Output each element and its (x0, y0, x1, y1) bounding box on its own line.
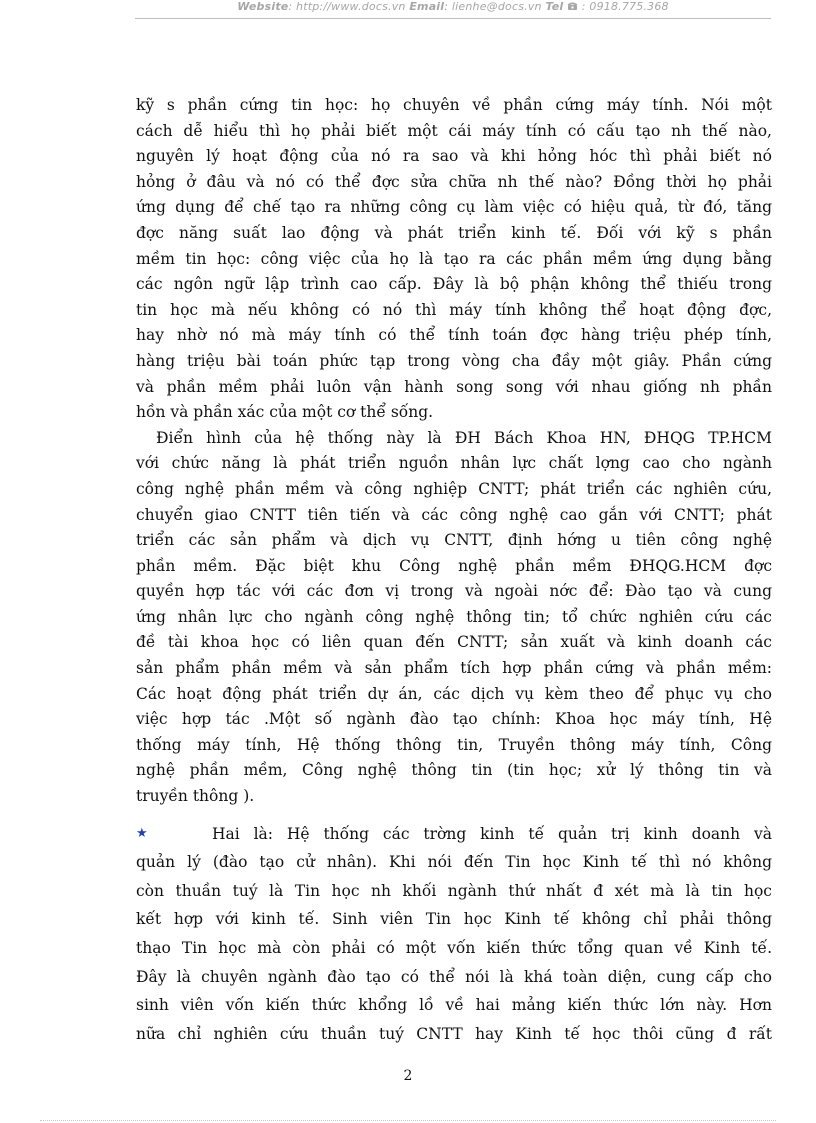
text-line: truyền thông ). (136, 787, 255, 806)
text-line: việc hợp tác .Một số ngành đào tạo chính: Khoa học máy tính, Hệ (136, 710, 772, 729)
star-icon: ★ (136, 825, 148, 841)
text-line: đợc năng suất lao động và phát triển kinh tế. Đối với kỹ s phần (136, 223, 772, 242)
text-line: các ngôn ngữ lập trình cao cấp. Đây là bộ phận không thể thiếu trong (136, 275, 772, 294)
text-line: kỹ s phần cứng tin học: họ chuyên về phần cứng máy tính. Nói một (136, 96, 772, 114)
text-line: sinh viên vốn kiến thức khổng lồ về hai mảng kiến thức lớn này. Hơn (136, 996, 772, 1015)
paragraph-1 (136, 93, 772, 426)
text-line: triển các sản phẩm và dịch vụ CNTT, định hớng u tiên công nghệ (136, 531, 772, 550)
text-line: còn thuần tuý là Tin học nh khối ngành thứ nhất đ xét mà là tin học (136, 881, 772, 900)
text-line: sản phẩm phần mềm và sản phẩm tích hợp phần cứng và phần mềm: (136, 659, 772, 678)
text-line: nữa chỉ nghiên cứu thuần tuý CNTT hay Kinh tế học thôi cũng đ rất (136, 1024, 772, 1043)
text-line: quản lý (đào tạo cử nhân). Khi nói đến Tin học Kinh tế thì nó không (136, 853, 772, 872)
text-line: hỏng ở đâu và nó có thể đợc sửa chữa nh thế nào? Đồng thời họ phải (136, 172, 772, 191)
text-line: hàng triệu bài toán phức tạp trong vòng cha đầy một giây. Phần cứng (136, 351, 772, 370)
text-line: đề tài khoa học có liên quan đến CNTT; sản xuất và kinh doanh các (136, 633, 772, 652)
text-line: Điển hình của hệ thống này là ĐH Bách Khoa HN, ĐHQG TP.HCM (156, 428, 772, 447)
text-line: ứng dụng để chế tạo ra những công cụ làm việc có hiệu quả, từ đó, tăng (136, 198, 772, 217)
section-two-lines (136, 848, 772, 1048)
text-line: kết hợp với kinh tế. Sinh viên Tin học Kinh tế không chỉ phải thông (136, 910, 772, 929)
text-line: ứng nhân lực cho ngành công nghệ thông tin; tổ chức nghiên cứu các (136, 607, 772, 626)
text-line: hay nhờ nó mà máy tính có thể tính toán đợc hàng triệu phép tính, (136, 326, 772, 345)
email-value: : lienhe@docs.vn (444, 0, 542, 13)
text-line: phần mềm. Đặc biệt khu Công nghệ phần mềm ĐHQG.HCM đợc (136, 556, 772, 575)
text-line: công nghệ phần mềm và công nghiệp CNTT; phát triển các nghiên cứu, (136, 479, 772, 498)
page-header (135, 0, 771, 18)
tel-value: : 0918.775.368 (581, 0, 669, 13)
text-line: Đây là chuyên ngành đào tạo có thể nói là khá toàn diện, cung cấp cho (136, 967, 772, 986)
text-line: Các hoạt động phát triển dự án, các dịch vụ kèm theo để phục vụ cho (136, 684, 772, 703)
phone-icon (567, 0, 582, 13)
paragraph-2 (136, 426, 772, 810)
footer-divider (40, 1120, 776, 1121)
text-line: nguyên lý hoạt động của nó ra sao và khi hỏng hóc thì phải biết nó (136, 147, 772, 166)
email-label: Email (409, 0, 445, 13)
text-line: mềm tin học: công việc của họ là tạo ra các phần mềm ứng dụng bằng (136, 249, 772, 268)
website-label: Website (237, 0, 289, 13)
text-line: hồn và phần xác của một cơ thể sống. (136, 403, 434, 422)
section-two-heading-text: Hai là: Hệ thống các trờng kinh tế quản trị kinh doanh và (212, 824, 772, 843)
text-line: quyền hợp tác với các đơn vị trong và ngoài nớc để: Đào tạo và cung (136, 582, 772, 601)
website-value: : http://www.docs.vn (288, 0, 406, 13)
text-line: tin học mà nếu không có nó thì máy tính không thể hoạt động đợc, (136, 300, 772, 319)
section-two (136, 820, 772, 1049)
text-line: thống máy tính, Hệ thống thông tin, Truyền thông máy tính, Công (136, 735, 772, 754)
text-line: với chức năng là phát triển nguồn nhân lực chất lợng cao cho ngành (136, 454, 772, 473)
text-line: nghệ phần mềm, Công nghệ thông tin (tin học; xử lý thông tin và (136, 761, 772, 780)
page-number: 2 (403, 1068, 413, 1084)
section-two-first-line (136, 820, 772, 849)
body-text (136, 93, 772, 1048)
tel-label: Tel (545, 0, 564, 13)
text-line: và phần mềm phải luôn vận hành song song với nhau giống nh phần (136, 377, 772, 396)
header-divider (135, 18, 771, 19)
text-line: cách dễ hiểu thì họ phải biết một cái máy tính có cấu tạo nh thế nào, (136, 121, 772, 140)
text-line: chuyển giao CNTT tiên tiến và các công nghệ cao gắn với CNTT; phát (136, 505, 772, 524)
text-line: thạo Tin học mà còn phải có một vốn kiến thức tổng quan về Kinh tế. (136, 939, 772, 957)
